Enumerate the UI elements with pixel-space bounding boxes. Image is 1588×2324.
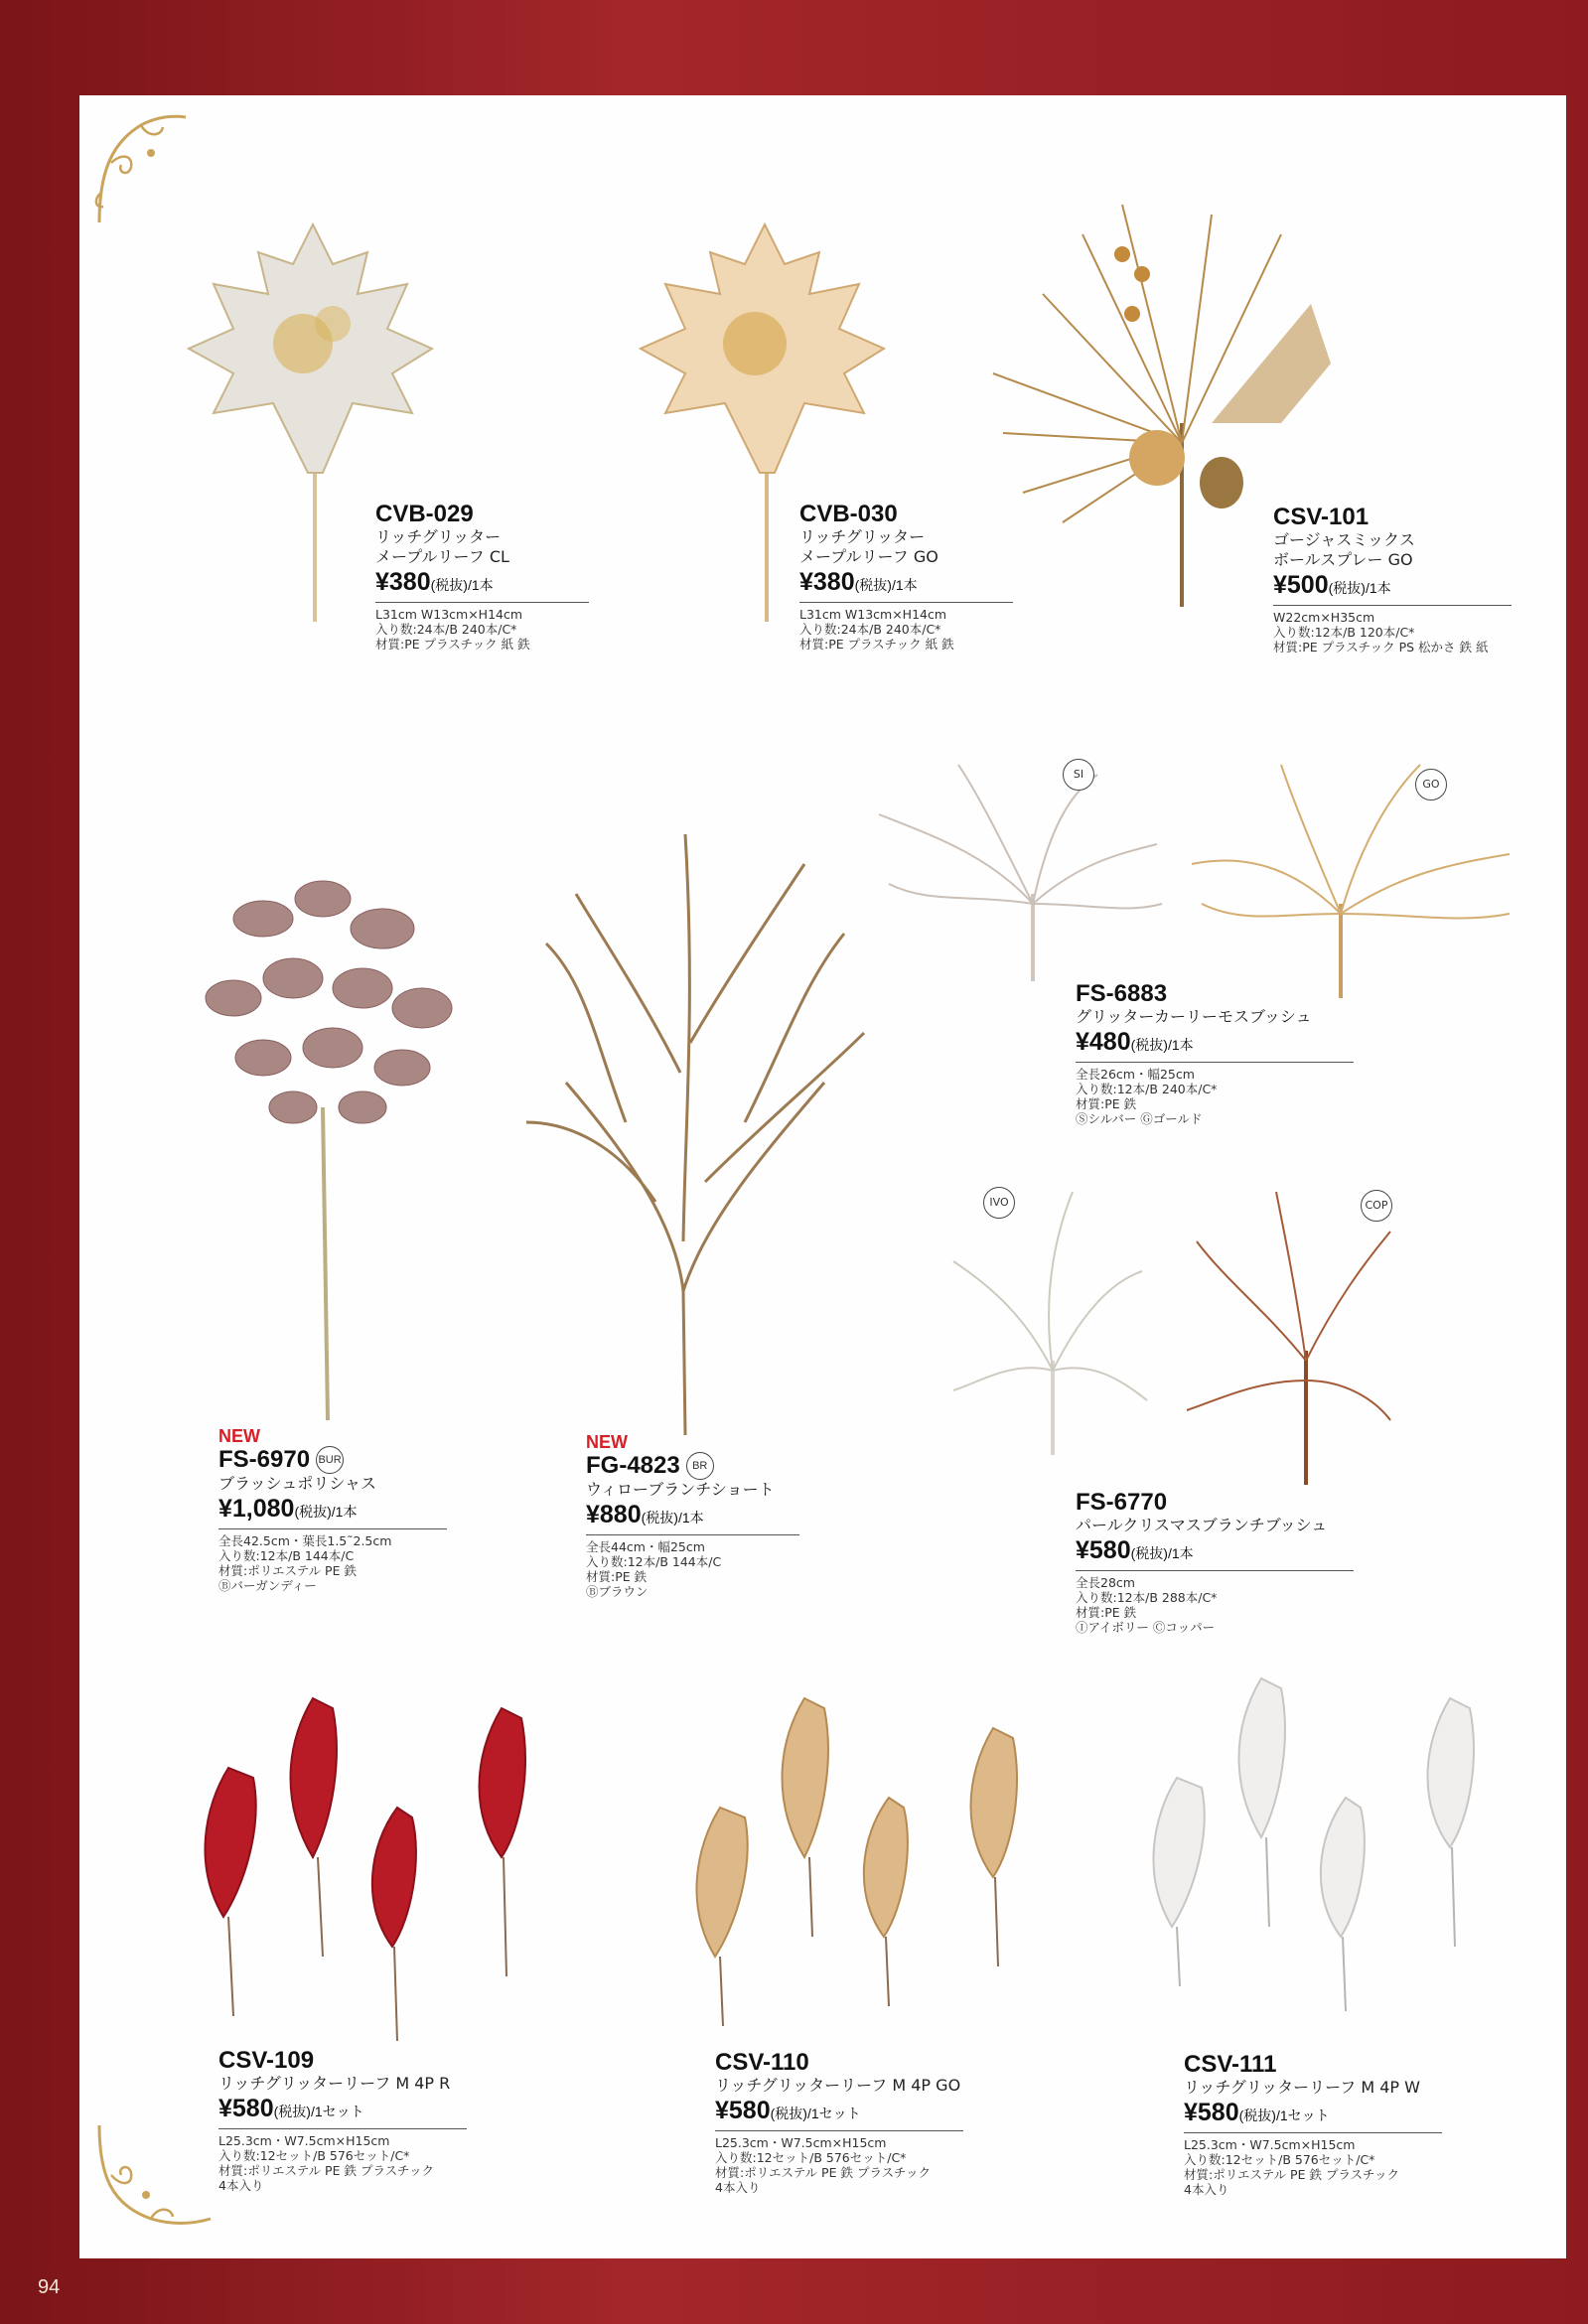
divider: [218, 2128, 467, 2129]
spec-line: 材質:PE 鉄: [1076, 1096, 1137, 1111]
spec-line: L25.3cm・W7.5cm×H15cm: [218, 2133, 390, 2148]
product-csv-109: [218, 2048, 467, 2193]
product-fs-6883: [1076, 981, 1354, 1126]
spec-line: 全長26cm・幅25cm: [1076, 1067, 1195, 1082]
spec-line: 全長42.5cm・葉長1.5˜2.5cm: [218, 1533, 392, 1548]
spec-line: L25.3cm・W7.5cm×H15cm: [1184, 2137, 1356, 2152]
color-badge: BR: [686, 1452, 714, 1480]
spec-line: 材質:PE プラスチック PS 松かさ 鉄 紙: [1273, 640, 1489, 654]
product-price: ¥580(税抜)/1セット: [1184, 2099, 1330, 2126]
product-name: パールクリスマスブランチブッシュ: [1076, 1516, 1328, 1534]
spec-line: 全長44cm・幅25cm: [586, 1539, 705, 1554]
spec-line: 入り数:12本/B 288本/C*: [1076, 1590, 1218, 1605]
divider: [1184, 2132, 1442, 2133]
product-code-row: FS-6970 BUR: [218, 1446, 447, 1474]
spec-line: L25.3cm・W7.5cm×H15cm: [715, 2135, 887, 2150]
product-name: リッチグリッターリーフ M 4P R: [218, 2074, 451, 2093]
product-csv-111: [1184, 2052, 1442, 2197]
color-badge-si: SI: [1063, 759, 1094, 791]
spec-line: 材質:ポリエステル PE 鉄 プラスチック: [715, 2165, 931, 2180]
spec-line: Ⓢシルバー Ⓖゴールド: [1076, 1111, 1203, 1126]
spec-line: 材質:ポリエステル PE 鉄: [218, 1563, 357, 1578]
spec-line: 入り数:12セット/B 576セット/C*: [715, 2150, 907, 2165]
spec-line: 材質:PE プラスチック 紙 鉄: [799, 637, 954, 652]
spec-line: 全長28cm: [1076, 1575, 1135, 1590]
curly-moss-silver-image: [869, 755, 1167, 983]
product-price: ¥380(税抜)/1本: [375, 568, 494, 596]
product-price: ¥580(税抜)/1セット: [715, 2097, 861, 2124]
spec-line: L31cm W13cm×H14cm: [799, 607, 947, 622]
new-label: NEW: [586, 1432, 628, 1452]
product-name: リッチグリッター メープルリーフ CL: [375, 527, 509, 566]
divider: [715, 2130, 963, 2131]
product-price: ¥580(税抜)/1セット: [218, 2095, 364, 2122]
product-name: ブラッシュポリシャス: [218, 1474, 377, 1493]
product-price: ¥380(税抜)/1本: [799, 568, 918, 596]
product-csv-101: [1273, 505, 1512, 654]
product-price: ¥580(税抜)/1本: [1076, 1536, 1194, 1564]
spec-line: 4本入り: [1184, 2182, 1229, 2197]
spec-line: 入り数:12本/B 240本/C*: [1076, 1082, 1218, 1096]
spec-line: Ⓑバーガンディー: [218, 1578, 317, 1593]
product-code: CSV-110: [715, 2049, 809, 2076]
product-price: ¥480(税抜)/1本: [1076, 1028, 1194, 1056]
product-code: CVB-030: [799, 501, 898, 527]
product-name: リッチグリッターリーフ M 4P W: [1184, 2078, 1420, 2097]
spec-line: 入り数:12本/B 120本/C*: [1273, 625, 1415, 640]
product-code: CSV-101: [1273, 504, 1370, 530]
product-code: CVB-029: [375, 501, 474, 527]
divider: [1076, 1570, 1354, 1571]
glitter-leaf-white-image: [1132, 1669, 1519, 2026]
product-fg-4823: [586, 1432, 799, 1599]
spec-line: 材質:ポリエステル PE 鉄 プラスチック: [218, 2163, 434, 2178]
product-name: リッチグリッターリーフ M 4P GO: [715, 2076, 961, 2095]
divider: [586, 1534, 799, 1535]
divider: [375, 602, 589, 603]
product-name: ウィローブランチショート: [586, 1480, 775, 1499]
product-fs-6770: [1076, 1490, 1354, 1635]
spec-line: 材質:ポリエステル PE 鉄 プラスチック: [1184, 2167, 1399, 2182]
corner-ornament-bottom-left: [91, 2115, 220, 2235]
spec-line: L31cm W13cm×H14cm: [375, 607, 523, 622]
color-badge-ivo: IVO: [983, 1187, 1015, 1219]
glitter-leaf-gold-image: [675, 1688, 1063, 2046]
spec-line: W22cm×H35cm: [1273, 610, 1375, 625]
product-code: CSV-109: [218, 2047, 315, 2074]
product-price: ¥880(税抜)/1本: [586, 1501, 704, 1528]
product-fs-6970: [218, 1426, 447, 1593]
product-code-row: FG-4823 BR: [586, 1452, 799, 1480]
product-name: グリッターカーリーモスブッシュ: [1076, 1007, 1312, 1026]
divider: [799, 602, 1013, 603]
product-name: リッチグリッター メープルリーフ GO: [799, 527, 938, 566]
spec-line: 4本入り: [218, 2178, 264, 2193]
product-code: FS-6883: [1076, 980, 1168, 1007]
page-number: 94: [38, 2276, 61, 2298]
product-price: ¥1,080(税抜)/1本: [218, 1495, 358, 1523]
spec-line: 入り数:12セット/B 576セット/C*: [218, 2148, 410, 2163]
willow-branch-image: [506, 824, 874, 1440]
spec-line: 材質:PE プラスチック 紙 鉄: [375, 637, 530, 652]
spec-line: 入り数:12セット/B 576セット/C*: [1184, 2152, 1375, 2167]
corner-ornament-top-left: [91, 103, 191, 232]
product-code: CSV-111: [1184, 2051, 1277, 2078]
product-cvb-030: [799, 502, 1013, 652]
product-code: FS-6770: [1076, 1489, 1168, 1516]
spec-line: 入り数:12本/B 144本/C: [218, 1548, 355, 1563]
brush-polyscias-image: [194, 869, 472, 1425]
color-badge-cop: COP: [1361, 1190, 1392, 1222]
pearl-branch-copper-image: [1177, 1182, 1395, 1490]
color-badge: BUR: [316, 1446, 344, 1474]
spec-line: 入り数:12本/B 144本/C: [586, 1554, 722, 1569]
glitter-leaf-red-image: [184, 1688, 571, 2046]
divider: [1076, 1062, 1354, 1063]
color-badge-go: GO: [1415, 769, 1447, 800]
curly-moss-gold-image: [1182, 755, 1519, 1003]
product-csv-110: [715, 2050, 963, 2195]
product-cvb-029: [375, 502, 589, 652]
product-name: ゴージャスミックス ボールスプレー GO: [1273, 530, 1415, 569]
product-price: ¥500(税抜)/1本: [1273, 571, 1391, 599]
spec-line: 4本入り: [715, 2180, 761, 2195]
spec-line: 材質:PE 鉄: [586, 1569, 648, 1584]
spec-line: 入り数:24本/B 240本/C*: [799, 622, 941, 637]
spec-line: 材質:PE 鉄: [1076, 1605, 1137, 1620]
divider: [1273, 605, 1512, 606]
spec-line: 入り数:24本/B 240本/C*: [375, 622, 517, 637]
divider: [218, 1528, 447, 1529]
pearl-branch-ivory-image: [943, 1182, 1152, 1460]
spec-line: Ⓑブラウン: [586, 1584, 649, 1599]
new-label: NEW: [218, 1426, 260, 1446]
spec-line: Ⓘアイボリー Ⓒコッパー: [1076, 1620, 1216, 1635]
